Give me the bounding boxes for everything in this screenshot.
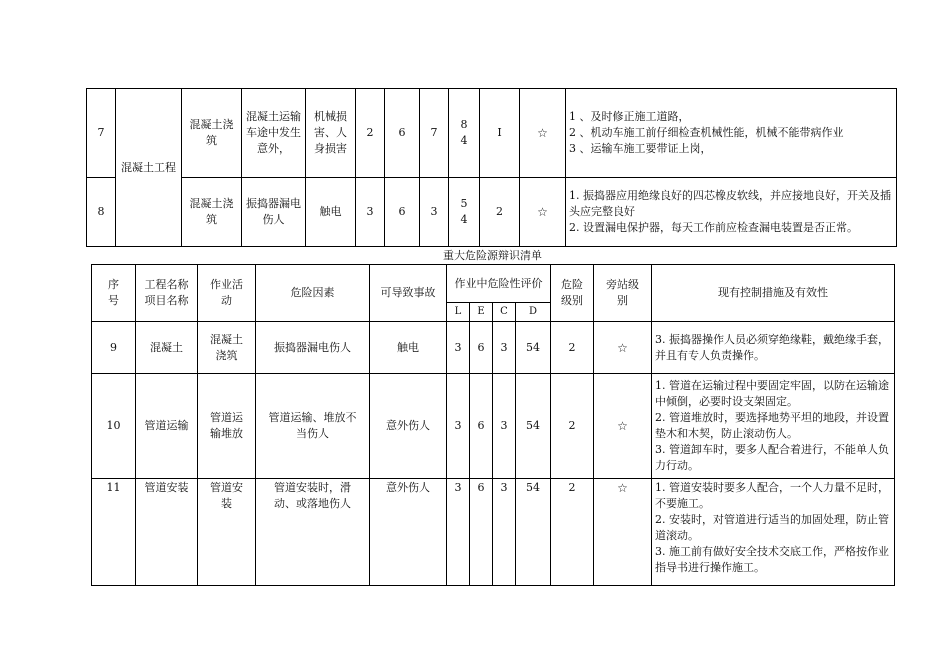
table-row <box>87 178 897 247</box>
l-cell: 2 <box>356 89 385 178</box>
c-cell: 3 <box>493 479 516 586</box>
hazard-cell: 振捣器漏电伤人 <box>242 178 306 247</box>
measures-cell <box>566 178 897 247</box>
l-cell: 3 <box>447 479 470 586</box>
d-cell: 84 <box>449 89 480 178</box>
measures-cell <box>566 89 897 178</box>
d-cell: 54 <box>516 322 551 374</box>
hazard-table-continued <box>86 88 897 247</box>
l-cell: 3 <box>356 178 385 247</box>
project-cell: 管道运输 <box>136 374 198 479</box>
c-cell: 3 <box>420 178 449 247</box>
table-row <box>92 479 895 586</box>
header-c: C <box>493 303 516 322</box>
measure-line: 3. 施工前有做好安全技术交底工作，严格按作业指导书进行操作施工。 <box>655 545 889 574</box>
seq-cell: 10 <box>92 374 136 479</box>
header-level: 危险级别 <box>551 265 594 322</box>
header-row <box>92 265 895 303</box>
hazard-cell: 管道安装时，滑动、或落地伤人 <box>256 479 370 586</box>
measure-line: 2. 安装时，对管道进行适当的加固处理，防止管道滚动。 <box>655 513 889 542</box>
measure-line: 1. 管道在运输过程中要固定牢固，以防在运输途中倾倒，必要时设支架固定。 <box>655 379 889 408</box>
level-cell: 2 <box>551 479 594 586</box>
table-caption: 重大危险源辩识清单 <box>443 249 542 262</box>
side-level-cell: ☆ <box>594 374 652 479</box>
side-level-cell: ☆ <box>520 89 566 178</box>
measures-cell <box>652 322 895 374</box>
accident-cell: 意外伤人 <box>370 479 447 586</box>
seq-cell: 7 <box>87 89 116 178</box>
measure-line: 1 、及时修正施工道路， <box>569 110 690 123</box>
accident-cell: 触电 <box>370 322 447 374</box>
l-cell: 3 <box>447 322 470 374</box>
project-cell: 混凝土工程 <box>116 89 182 247</box>
e-cell: 6 <box>470 479 493 586</box>
measure-line: 3. 管道卸车时，要多人配合着进行，不能单人负力行动。 <box>655 443 889 472</box>
hazard-table <box>91 264 895 586</box>
level-cell: 2 <box>480 178 520 247</box>
table-row <box>87 89 897 178</box>
seq-cell: 9 <box>92 322 136 374</box>
measure-line: 2. 管道堆放时，要选择地势平坦的地段，并设置垫木和木契，防止滚动伤人。 <box>655 411 889 440</box>
activity-cell: 混凝土浇筑 <box>182 178 242 247</box>
measure-line: 2 、机动车施工前仔细检查机械性能，机械不能带病作业 <box>569 126 844 139</box>
header-evaluation: 作业中危险性评价 <box>447 265 551 303</box>
hazard-cell: 混凝土运输车途中发生意外， <box>242 89 306 178</box>
activity-cell: 混凝土浇筑 <box>198 322 256 374</box>
measures-cell <box>652 479 895 586</box>
c-cell: 7 <box>420 89 449 178</box>
measures-cell <box>652 374 895 479</box>
table-row <box>92 374 895 479</box>
seq-cell: 11 <box>92 479 136 586</box>
table-row <box>92 322 895 374</box>
e-cell: 6 <box>385 89 420 178</box>
header-activity: 作业活动 <box>198 265 256 322</box>
d-cell: 54 <box>516 374 551 479</box>
activity-cell: 管道运输堆放 <box>198 374 256 479</box>
accident-cell: 机械损害、人身损害 <box>306 89 356 178</box>
header-seq: 序号 <box>92 265 136 322</box>
header-l: L <box>447 303 470 322</box>
header-hazard: 危险因素 <box>256 265 370 322</box>
c-cell: 3 <box>493 322 516 374</box>
e-cell: 6 <box>470 374 493 479</box>
accident-cell: 意外伤人 <box>370 374 447 479</box>
project-cell: 管道安装 <box>136 479 198 586</box>
side-level-cell: ☆ <box>520 178 566 247</box>
accident-cell: 触电 <box>306 178 356 247</box>
measure-line: 3. 振捣器操作人员必须穿绝缘鞋，戴绝缘手套，并且有专人负责操作。 <box>655 332 889 362</box>
d-cell: 54 <box>449 178 480 247</box>
measure-line: 1. 振捣器应用绝缘良好的四芯橡皮软线，并应接地良好，开关及插头应完整良好 <box>569 189 891 218</box>
header-accident: 可导致事故 <box>370 265 447 322</box>
header-project: 工程名称项目名称 <box>136 265 198 322</box>
level-cell: I <box>480 89 520 178</box>
side-level-cell: ☆ <box>594 479 652 586</box>
measure-line: 2. 设置漏电保护器，每天工作前应检查漏电装置是否正常。 <box>569 221 858 234</box>
measure-line: 1. 管道安装时要多人配合，一个人力量不足时，不要施工。 <box>655 481 889 510</box>
level-cell: 2 <box>551 374 594 479</box>
e-cell: 6 <box>385 178 420 247</box>
header-measures: 现有控制措施及有效性 <box>652 265 895 322</box>
header-d: D <box>516 303 551 322</box>
activity-cell: 管道安装 <box>198 479 256 586</box>
measure-line: 3 、运输车施工要带证上岗， <box>569 142 712 155</box>
level-cell: 2 <box>551 322 594 374</box>
seq-cell: 8 <box>87 178 116 247</box>
c-cell: 3 <box>493 374 516 479</box>
header-side-level: 旁站级别 <box>594 265 652 322</box>
hazard-cell: 振捣器漏电伤人 <box>256 322 370 374</box>
header-e: E <box>470 303 493 322</box>
l-cell: 3 <box>447 374 470 479</box>
activity-cell: 混凝土浇筑 <box>182 89 242 178</box>
hazard-cell: 管道运输、堆放不当伤人 <box>256 374 370 479</box>
e-cell: 6 <box>470 322 493 374</box>
side-level-cell: ☆ <box>594 322 652 374</box>
d-cell: 54 <box>516 479 551 586</box>
project-cell: 混凝土 <box>136 322 198 374</box>
